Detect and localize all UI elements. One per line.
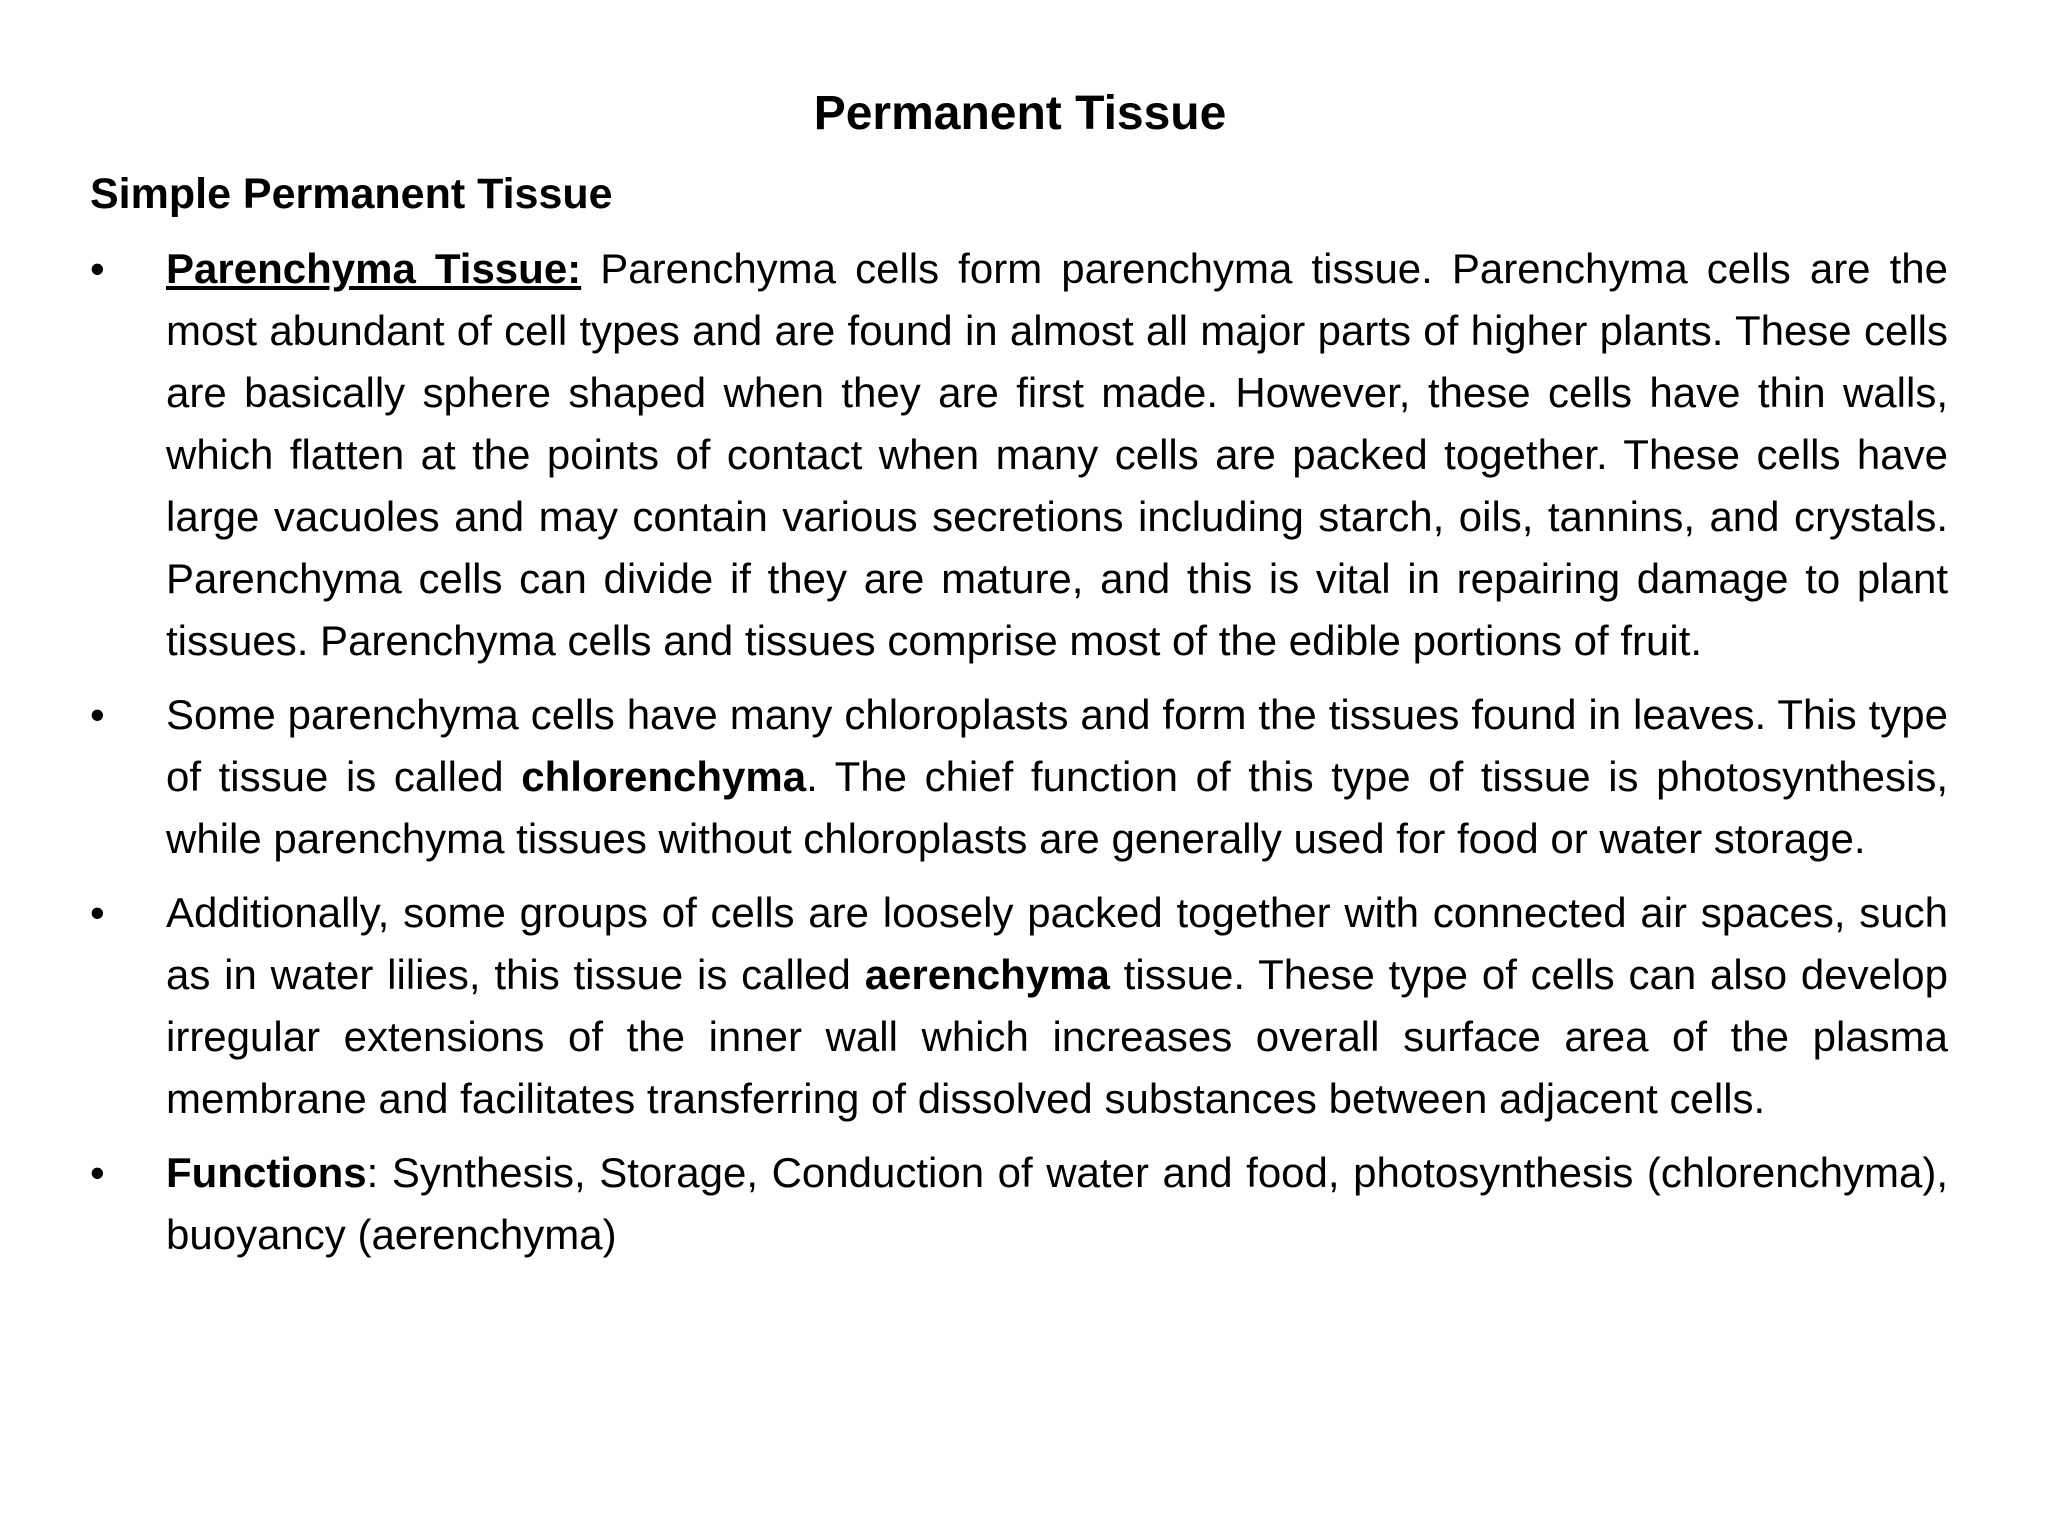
bullet-item-aerenchyma <box>90 882 1948 1130</box>
functions-text: : Synthesis, Storage, Conduction of water and food, photosynthesis (chlorenchyma), buoyancy (aerenchyma) <box>166 1149 1948 1258</box>
bullet-list <box>90 238 1948 1278</box>
chlorenchyma-text-before: Some parenchyma cells have many chloroplasts and form the tissues found in leaves. This type of tissue is called <box>166 691 1948 800</box>
bullet-item-functions <box>90 1142 1948 1266</box>
parenchyma-text: Parenchyma cells form parenchyma tissue. Parenchyma cells are the most abundant of cell types and are found in almost all major parts of higher plants. These cells are basically sphere shaped when they are first made. However, these cells have thin walls, which flatten at the points of contact when many cells are packed together. These cells have large vacuoles and may contain various secretions including starch, oils, tannins, and crystals. Parenchyma cells can divide if they are mature, and this is vital in repairing damage to plant tissues. Parenchyma cells and tissues comprise most of the edible portions of fruit. <box>166 245 1949 664</box>
bullet-icon: • <box>90 889 105 936</box>
aerenchyma-text-before: Additionally, some groups of cells are loosely packed together with connected air spaces, such as in water lilies, this tissue is called <box>166 889 1948 998</box>
bullet-icon: • <box>90 691 105 738</box>
bullet-item-chlorenchyma <box>90 684 1948 870</box>
chlorenchyma-term: chlorenchyma <box>521 753 807 800</box>
page-title: Permanent Tissue <box>813 87 1227 140</box>
bullet-icon: • <box>90 1149 105 1196</box>
chlorenchyma-text-after: . The chief function of this type of tissue is photosynthesis, while parenchyma tissues without chloroplasts are generally used for food or water storage. <box>166 753 1948 862</box>
aerenchyma-text-after: tissue. These type of cells can also develop irregular extensions of the inner wall which increases overall surface area of the plasma membrane and facilitates transferring of dissolved substances between adjacent cells. <box>166 951 1948 1122</box>
bullet-item-parenchyma <box>90 238 1948 672</box>
section-subtitle: Simple Permanent Tissue <box>90 170 613 218</box>
functions-heading: Functions <box>166 1149 367 1196</box>
bullet-icon: • <box>90 245 105 292</box>
parenchyma-heading: Parenchyma Tissue: <box>166 245 582 292</box>
aerenchyma-term: aerenchyma <box>864 951 1110 998</box>
